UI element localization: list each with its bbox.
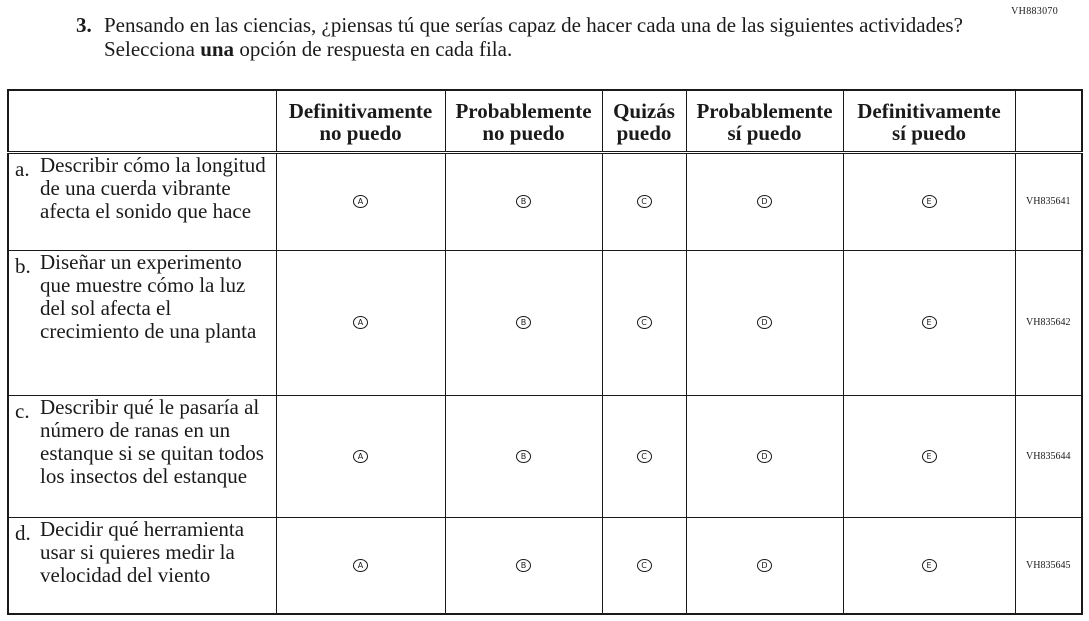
option-a-bubble[interactable]: A [353,316,368,329]
option-cell [686,250,843,395]
question-text-emphasis: una [200,37,235,61]
item-cell [8,395,276,517]
option-e-bubble[interactable]: E [922,559,937,572]
option-d-bubble[interactable]: D [757,316,772,329]
option-cell [445,250,602,395]
option-cell [843,250,1015,395]
option-e-bubble[interactable]: E [922,316,937,329]
item-row-d [8,517,1082,614]
option-b-bubble[interactable]: B [516,316,531,329]
response-grid [7,89,1083,615]
item-letter: d. [15,520,31,545]
option-b-bubble[interactable]: B [516,450,531,463]
option-e-bubble[interactable]: E [922,195,937,208]
option-e-bubble[interactable]: E [922,450,937,463]
option-a-bubble[interactable]: A [353,195,368,208]
option-cell [602,395,686,517]
option-cell [686,517,843,614]
col-header-definitivamente-no: Definitivamente no puedo [276,90,445,152]
col-header-definitivamente-si: Definitivamente sí puedo [843,90,1015,152]
option-cell [276,395,445,517]
option-d-bubble[interactable]: D [757,559,772,572]
question-text-part1: Pensando en las ciencias, ¿piensas tú que serías capaz de hacer cada una de las siguientes actividades? Selecciona [104,13,963,61]
form-id: VH883070 [1011,6,1058,17]
option-cell [276,152,445,250]
option-cell [445,152,602,250]
item-letter: b. [15,253,31,278]
option-cell [843,517,1015,614]
option-cell [602,152,686,250]
option-b-bubble[interactable]: B [516,559,531,572]
col-header-probablemente-si: Probablemente sí puedo [686,90,843,152]
option-cell [276,250,445,395]
item-cell [8,250,276,395]
option-c-bubble[interactable]: C [637,195,652,208]
option-c-bubble[interactable]: C [637,316,652,329]
item-text: Decidir qué herramienta usar si quieres medir la velocidad del viento [40,516,245,587]
item-text: Describir qué le pasaría al número de ranas en un estanque si se quitan todos los insectos del estanque [40,394,264,488]
option-b-bubble[interactable]: B [516,195,531,208]
option-cell [445,517,602,614]
item-row-b [8,250,1082,395]
option-cell [276,517,445,614]
item-text: Describir cómo la longitud de una cuerda vibrante afecta el sonido que hace [40,152,266,223]
item-cell [8,152,276,250]
question-text-part2: opción de respuesta en cada fila. [234,37,513,61]
option-d-bubble[interactable]: D [757,450,772,463]
item-letter: a. [15,156,30,181]
item-code: VH835642 [1015,250,1082,395]
option-cell [843,395,1015,517]
header-blank-cell [8,90,276,152]
item-code: VH835644 [1015,395,1082,517]
option-cell [686,395,843,517]
option-a-bubble[interactable]: A [353,559,368,572]
header-code-cell [1015,90,1082,152]
item-code: VH835645 [1015,517,1082,614]
option-a-bubble[interactable]: A [353,450,368,463]
option-cell [602,250,686,395]
item-row-c [8,395,1082,517]
question-number: 3. [76,13,92,37]
item-row-a [8,152,1082,250]
item-code: VH835641 [1015,152,1082,250]
item-letter: c. [15,398,30,423]
option-d-bubble[interactable]: D [757,195,772,208]
question-prompt [76,13,976,61]
item-text: Diseñar un experimento que muestre cómo la luz del sol afecta el crecimiento de una planta [40,249,257,343]
header-row [8,90,1082,152]
item-cell [8,517,276,614]
option-cell [686,152,843,250]
option-cell [602,517,686,614]
option-cell [843,152,1015,250]
option-cell [445,395,602,517]
option-c-bubble[interactable]: C [637,450,652,463]
col-header-quizas: Quizás puedo [602,90,686,152]
question-text [104,13,976,61]
col-header-probablemente-no: Probablemente no puedo [445,90,602,152]
option-c-bubble[interactable]: C [637,559,652,572]
